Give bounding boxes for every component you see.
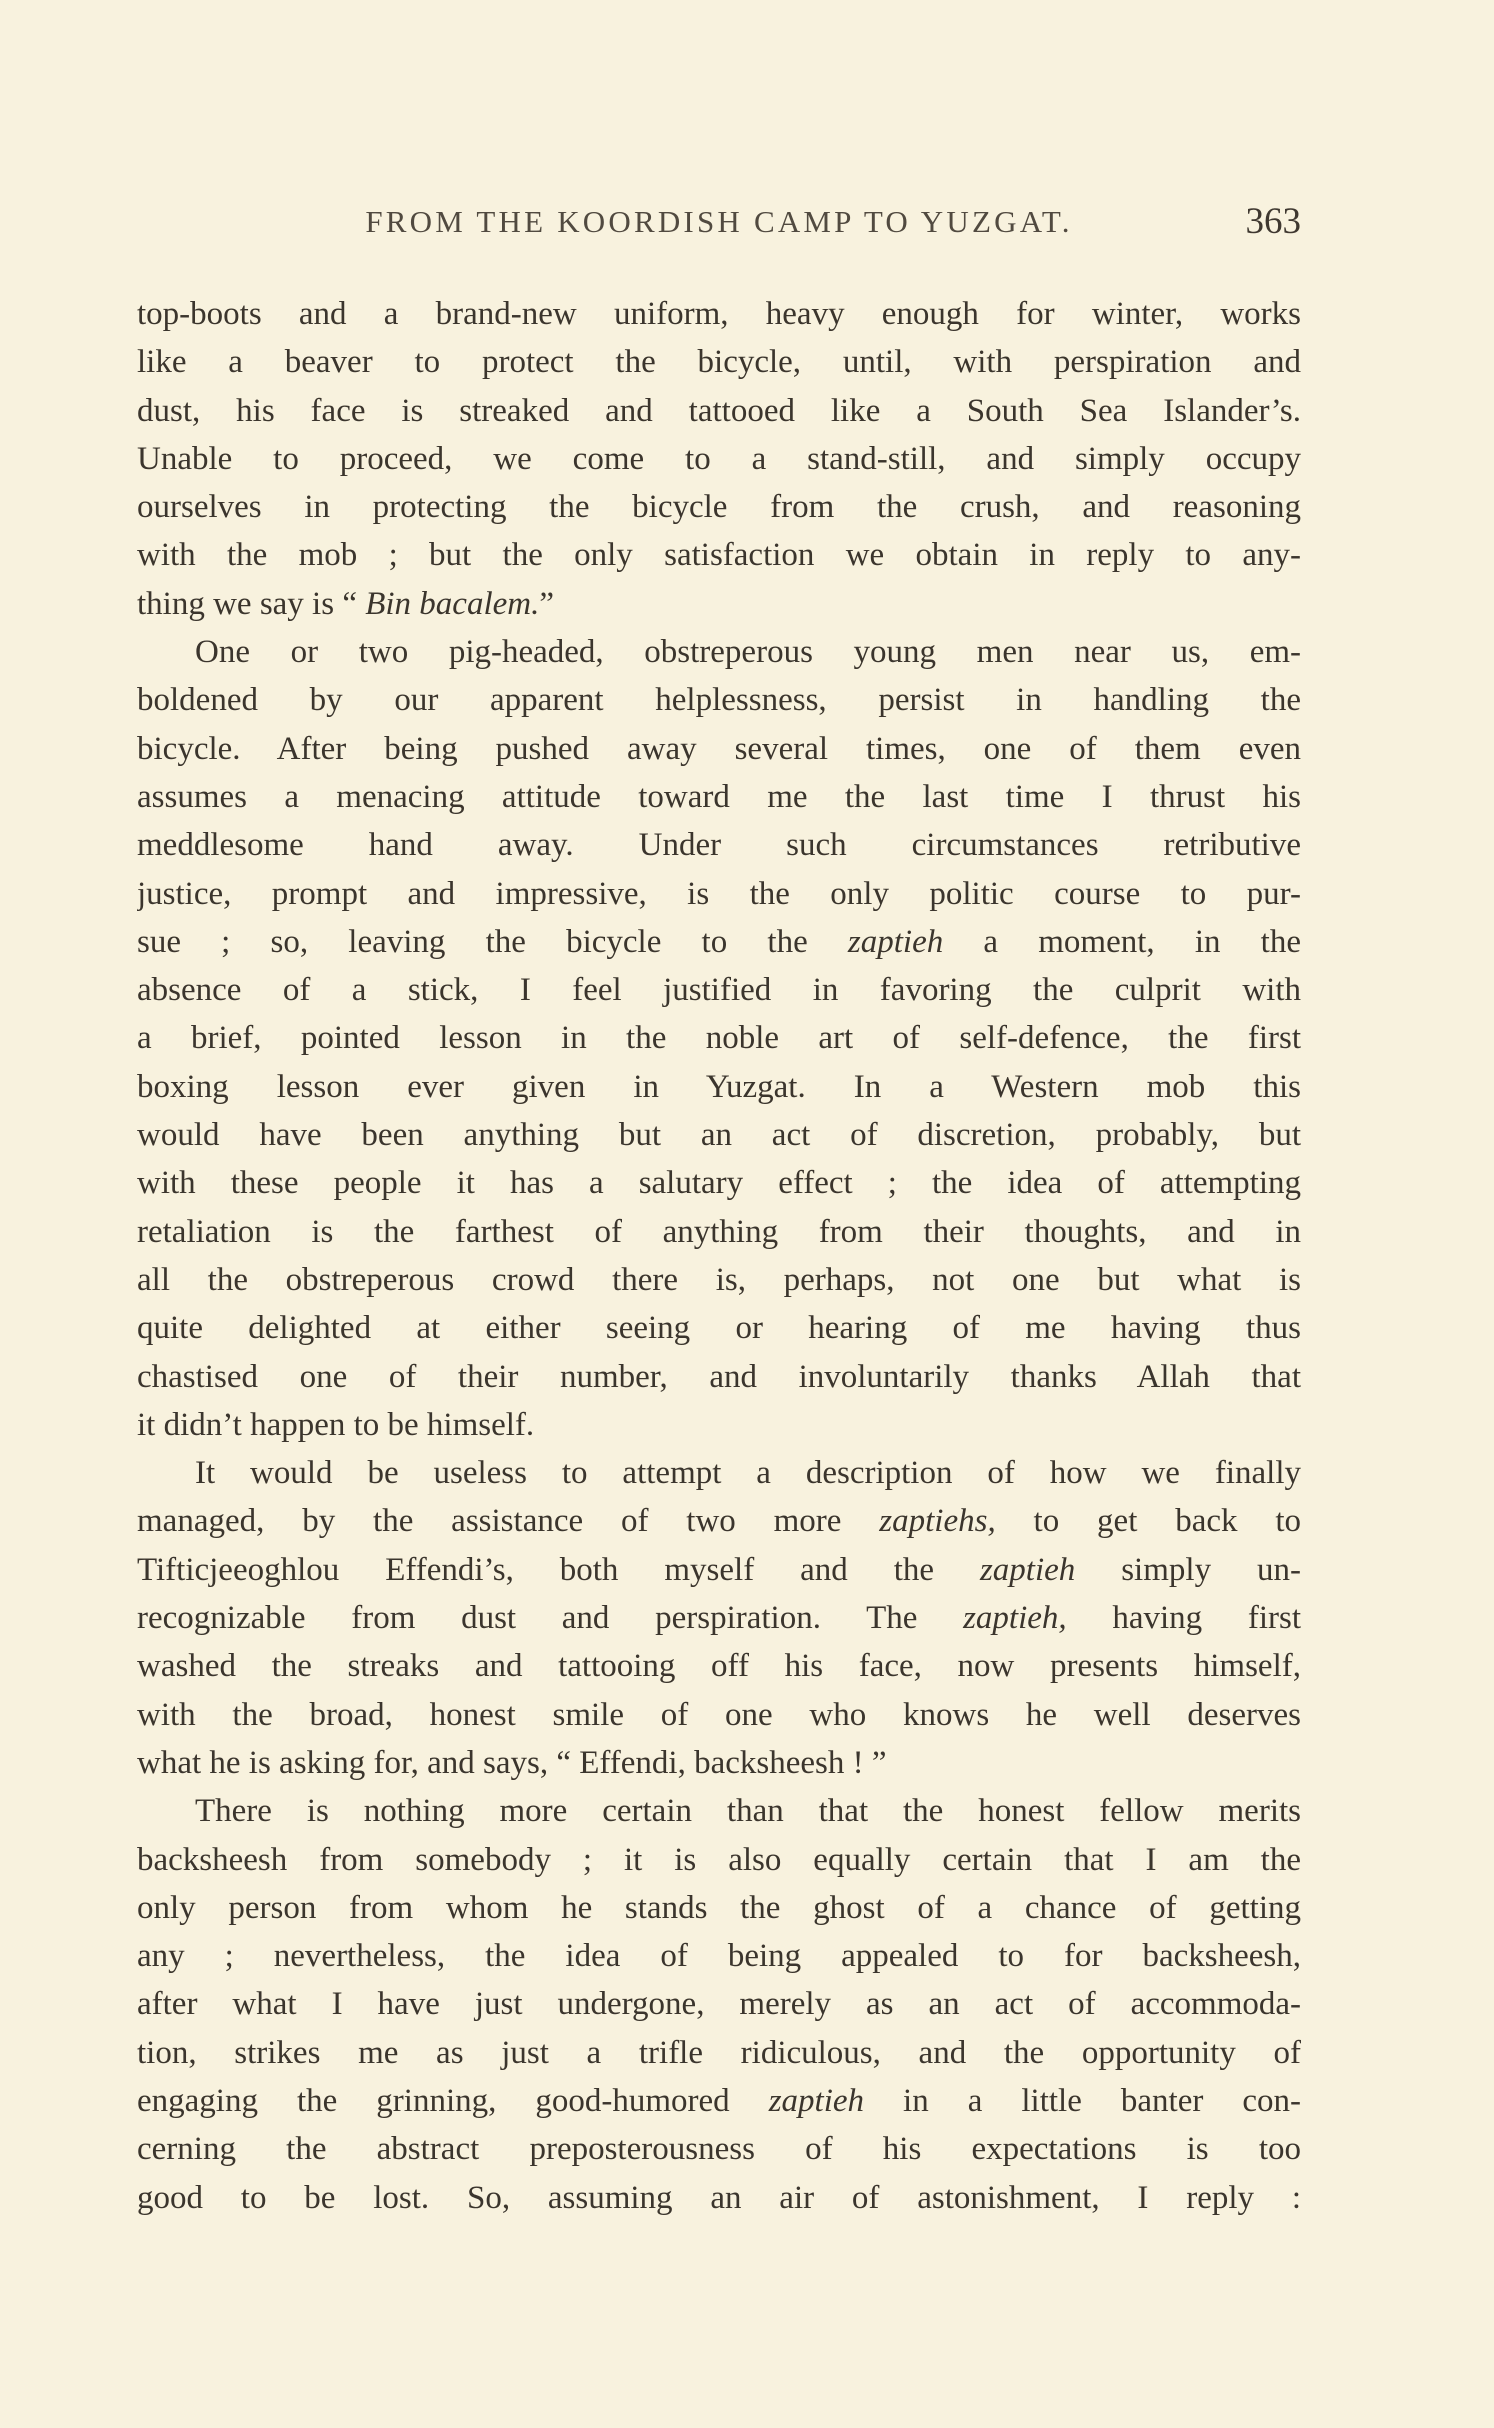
text-run: ” <box>539 585 554 622</box>
italic-run: zaptieh, <box>963 1600 1067 1637</box>
text-run: having first <box>1066 1600 1301 1637</box>
italic-run: zaptieh <box>979 1551 1076 1588</box>
text-line: One or two pig-headed, obstreperous young men near us, em- <box>195 634 1301 671</box>
text-line: cerning the abstract preposterousness of his expectations is too <box>137 2131 1301 2168</box>
text-line: boxing lesson ever given in Yuzgat. In a Western mob this <box>137 1068 1301 1105</box>
text-line: It would be useless to attempt a description of how we finally <box>195 1455 1301 1492</box>
text-line: with these people it has a salutary effect ; the idea of attempting <box>137 1165 1301 1202</box>
text-line <box>137 918 1301 966</box>
italic-run: zaptieh <box>847 923 944 960</box>
text-run: to get back to <box>995 1503 1301 1540</box>
text-line: chastised one of their number, and involuntarily thanks Allah that <box>137 1358 1301 1395</box>
text-line: quite delighted at either seeing or hearing of me having thus <box>137 1310 1301 1347</box>
text-line: There is nothing more certain than that the honest fellow merits <box>195 1793 1301 1830</box>
text-line: good to be lost. So, assuming an air of astonishment, I reply : <box>137 2179 1301 2216</box>
text-line: would have been anything but an act of discretion, probably, but <box>137 1117 1301 1154</box>
running-title: FROM THE KOORDISH CAMP TO YUZGAT. <box>365 204 1073 239</box>
text-line <box>137 1594 1301 1642</box>
text-line: assumes a menacing attitude toward me the last time I thrust his <box>137 778 1301 815</box>
text-line: it didn’t happen to be himself. <box>137 1406 535 1443</box>
text-run: thing we say is “ <box>137 585 366 622</box>
text-line <box>137 1546 1301 1594</box>
italic-run: zaptieh <box>768 2082 865 2119</box>
text-run: managed, by the assistance of two more <box>137 1503 880 1540</box>
text-line: tion, strikes me as just a trifle ridiculous, and the opportunity of <box>137 2034 1301 2071</box>
text-line <box>137 580 1301 628</box>
text-line: ourselves in protecting the bicycle from the crush, and reasoning <box>137 489 1301 526</box>
text-run: in a little banter con- <box>864 2082 1301 2119</box>
italic-run: zaptiehs, <box>879 1503 996 1540</box>
text-line: meddlesome hand away. Under such circumstances retributive <box>137 827 1301 864</box>
text-run: engaging the grinning, good-humored <box>137 2082 769 2119</box>
text-line <box>137 2077 1301 2125</box>
text-line: after what I have just undergone, merely as an act of accommoda- <box>137 1986 1301 2023</box>
text-line: absence of a stick, I feel justified in favoring the culprit with <box>137 972 1301 1009</box>
text-line: with the broad, honest smile of one who knows he well deserves <box>137 1696 1301 1733</box>
text-line: boldened by our apparent helplessness, persist in handling the <box>137 682 1301 719</box>
text-line <box>137 1497 1301 1545</box>
text-line: only person from whom he stands the ghost of a chance of getting <box>137 1889 1301 1926</box>
text-line: a brief, pointed lesson in the noble art of self-defence, the first <box>137 1020 1301 1057</box>
text-line: top-boots and a brand-new uniform, heavy enough for winter, works <box>137 296 1301 332</box>
text-line: Unable to proceed, we come to a stand-still, and simply occupy <box>137 440 1301 477</box>
text-line: like a beaver to protect the bicycle, until, with perspiration and <box>137 344 1301 381</box>
text-line: bicycle. After being pushed away several times, one of them even <box>137 730 1301 767</box>
text-line: with the mob ; but the only satisfaction we obtain in reply to any- <box>137 537 1301 574</box>
text-run: sue ; so, leaving the bicycle to the <box>137 923 848 960</box>
text-line: backsheesh from somebody ; it is also equally certain that I am the <box>137 1841 1301 1878</box>
running-head <box>137 201 1301 254</box>
text-line: dust, his face is streaked and tattooed like a South Sea Islander’s. <box>137 392 1301 429</box>
page-number: 363 <box>1245 201 1301 242</box>
text-run: simply un- <box>1075 1551 1301 1588</box>
text-run: recognizable from dust and perspiration. The <box>137 1600 964 1637</box>
text-line: any ; nevertheless, the idea of being appealed to for backsheesh, <box>137 1938 1301 1975</box>
text-line: washed the streaks and tattooing off his face, now presents himself, <box>137 1648 1301 1685</box>
text-run: Tifticjeeoghlou Effendi’s, both myself and the <box>137 1551 980 1588</box>
text-line: all the obstreperous crowd there is, perhaps, not one but what is <box>137 1261 1301 1298</box>
text-line: what he is asking for, and says, “ Effendi, backsheesh ! ” <box>137 1744 887 1781</box>
text-line: justice, prompt and impressive, is the only politic course to pur- <box>137 875 1301 912</box>
text-line: retaliation is the farthest of anything from their thoughts, and in <box>137 1213 1301 1250</box>
italic-run: Bin bacalem. <box>365 585 540 622</box>
body-text <box>137 290 1301 2222</box>
text-run: a moment, in the <box>943 923 1301 960</box>
